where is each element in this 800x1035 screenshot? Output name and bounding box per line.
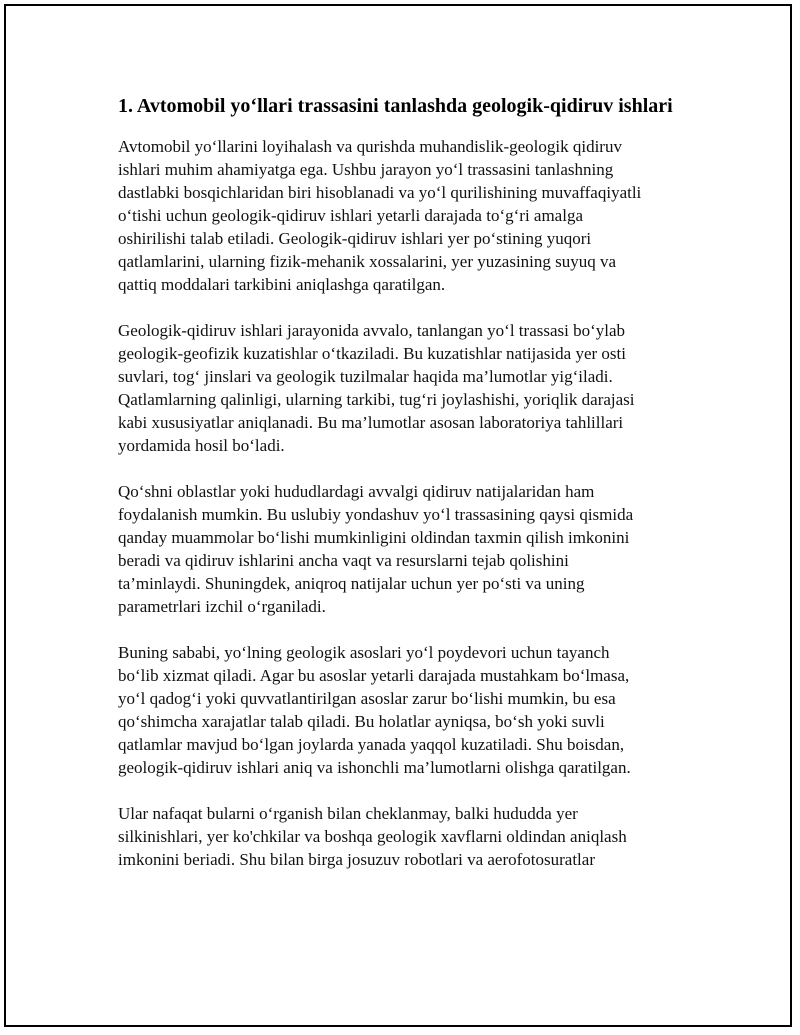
paragraph-2: Geologik-qidiruv ishlari jarayonida avvalo, tanlangan yo‘l trassasi bo‘ylab geologik-geofizik kuzatishlar o‘tkaziladi. Bu kuzatishlar natijasida yer osti suvlari, tog‘ jinslari va geologik tuzilmalar haqida ma’lumotlar yig‘iladi. Qatlamlarning qalinligi, ularning tarkibi, tug‘ri joylashishi, yoriqlik darajasi kabi xususiyatlar aniqlanadi. Bu ma’lumotlar asosan laboratoriya tahlillari yordamida hosil bo‘ladi. [118, 321, 635, 455]
paragraph-1: Avtomobil yo‘llarini loyihalash va qurishda muhandislik-geologik qidiruv ishlari muhim ahamiyatga ega. Ushbu jarayon yo‘l trassasini tanlashning dastlabki bosqichlaridan biri hisoblanadi va yo‘l qurilishining muvaffaqiyatli o‘tishi uchun geologik-qidiruv ishlari yetarli darajada to‘g‘ri amalga oshirilishi talab etiladi. Geologik-qidiruv ishlari yer po‘stining yuqori qatlamlarini, ularning fizik-mehanik xossalarini, yer yuzasining suyuq va qattiq moddalari tarkibini aniqlashga qaratilgan. [118, 137, 642, 294]
document-body [118, 92, 702, 894]
paragraph-5: Ular nafaqat bularni o‘rganish bilan cheklanmay, balki hududda yer silkinishlari, yer ko'chkilar va boshqa geologik xavflarni oldindan aniqlash imkonini beriadi. Shu bilan birga josuzuv robotlari va aerofotosuratlar [118, 804, 627, 869]
paragraph-4: Buning sababi, yo‘lning geologik asoslari yo‘l poydevori uchun tayanch bo‘lib xizmat qiladi. Agar bu asoslar yetarli darajada mustahkam bo‘lmasa, yo‘l qadog‘i yoki quvvatlantirilgan asoslar zarur bo‘lishi mumkin, bu esa qo‘shimcha xarajatlar talab qiladi. Bu holatlar ayniqsa, bo‘sh yoki suvli qatlamlar mavjud bo‘lgan joylarda yanada yaqqol kuzatiladi. Shu boisdan, geologik-qidiruv ishlari aniq va ishonchli ma’lumotlarni olishga qaratilgan. [118, 643, 631, 777]
paragraph-3: Qo‘shni oblastlar yoki hududlardagi avvalgi qidiruv natijalaridan ham foydalanish mumkin. Bu uslubiy yondashuv yo‘l trassasining qaysi qismida qanday muammolar bo‘lishi mumkinligini oldindan taxmin qilish imkonini beradi va qidiruv ishlarini ancha vaqt va resurslarni tejab qolishini ta’minlaydi. Shuningdek, aniqroq natijalar uchun yer po‘sti va uning parametrlari izchil o‘rganiladi. [118, 482, 634, 616]
section-title: 1. Avtomobil yo‘llari trassasini tanlashda geologik-qidiruv ishlari [118, 95, 673, 117]
